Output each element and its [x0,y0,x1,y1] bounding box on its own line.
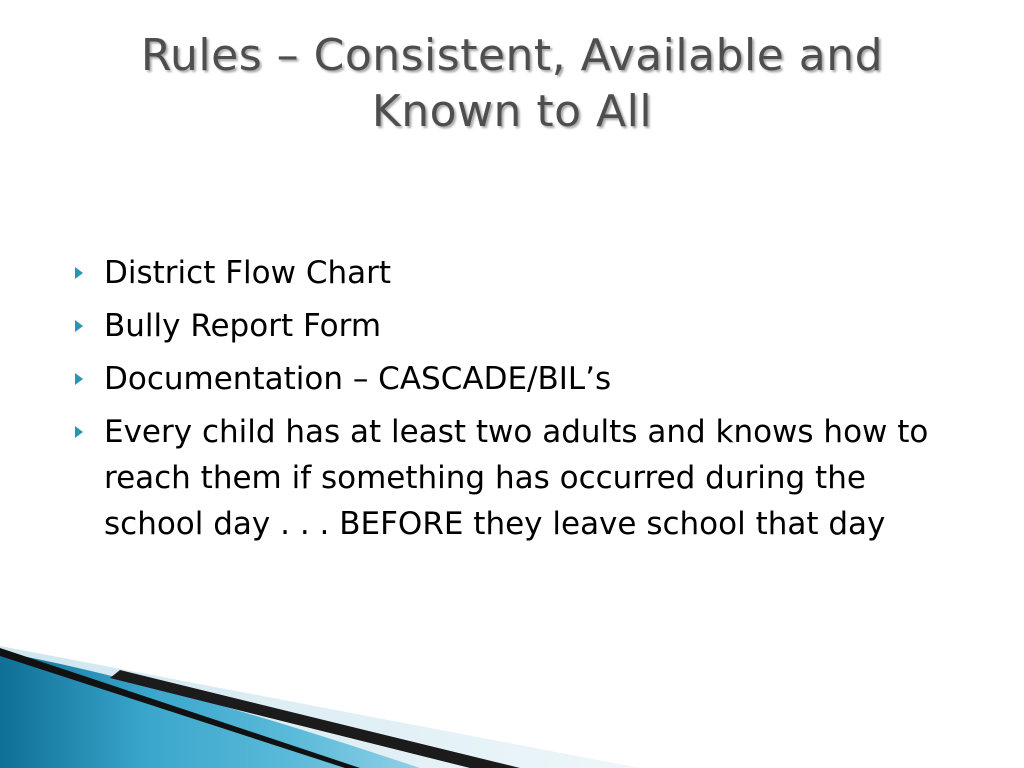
bullet-triangle-icon [75,426,83,438]
slide-title: Rules – Consistent, Available and Known to All [140,30,884,137]
bullet-list [75,250,975,554]
corner-wave-decoration [0,638,1024,768]
bullet-triangle-icon [75,373,83,385]
bullet-triangle-icon [75,267,83,279]
list-item [75,250,975,296]
list-item [75,409,975,547]
bullet-text: District Flow Chart [104,255,392,291]
bullet-text: Every child has at least two adults and knows how to reach them if something has occurred during the school day . . . BEFORE they leave school that day [104,414,929,542]
list-item [75,303,975,349]
list-item [75,356,975,402]
bullet-text: Documentation – CASCADE/BIL’s [104,361,612,397]
bullet-text: Bully Report Form [104,308,382,344]
bullet-triangle-icon [75,320,83,332]
